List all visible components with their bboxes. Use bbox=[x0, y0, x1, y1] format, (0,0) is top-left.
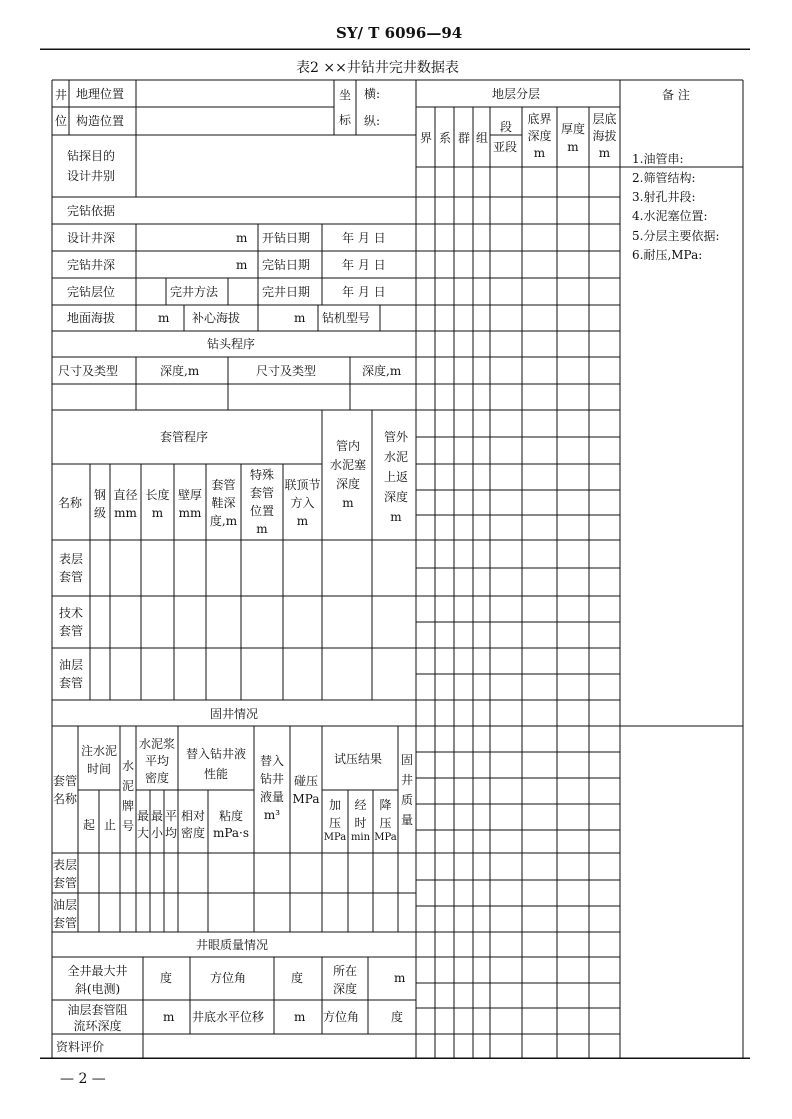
diameter-header: 直径 mm bbox=[113, 488, 138, 520]
strata-col-subsection: 亚段 bbox=[493, 140, 518, 154]
inner-cement-header: 管内 水泥塞 深度 m bbox=[329, 439, 366, 510]
oil-block-unit: m bbox=[163, 1010, 175, 1024]
remark-item-5: 5.分层主要依据: bbox=[632, 229, 720, 243]
slurry-density-header: 水泥浆 平均 密度 bbox=[138, 737, 175, 785]
strata-col-jie: 界 bbox=[420, 131, 433, 145]
table-title: 表2 ××井钻井完井数据表 bbox=[296, 60, 459, 76]
ground-elev-label: 地面海拔 bbox=[67, 311, 116, 325]
complete-depth-unit: m bbox=[236, 258, 248, 272]
strata-col-zu: 组 bbox=[476, 131, 489, 145]
purpose-label-2: 设计井别 bbox=[67, 169, 116, 183]
horiz-label: 横: bbox=[364, 87, 381, 101]
azimuth-label-2: 方位角 bbox=[323, 1010, 360, 1024]
complete-date-label: 完井日期 bbox=[262, 285, 311, 299]
pressure-test-header: 试压结果 bbox=[334, 752, 383, 766]
cem-row-surface: 表层 套管 bbox=[52, 858, 77, 890]
azimuth-label-1: 方位角 bbox=[210, 971, 247, 985]
remark-item-1: 1.油管串: bbox=[632, 152, 684, 166]
bump-pressure-header: 碰压 MPa bbox=[292, 774, 320, 806]
remark-item-6: 6.耐压,MPa: bbox=[632, 248, 703, 262]
bit-program-heading: 钻头程序 bbox=[207, 337, 256, 351]
coord-label-1: 坐 bbox=[339, 88, 352, 102]
duration-header: 经 时 min bbox=[350, 798, 371, 843]
struct-pos-label: 构造位置 bbox=[76, 114, 125, 128]
casing-row-tech: 技术 套管 bbox=[58, 606, 83, 638]
azimuth-unit-2: 度 bbox=[391, 1010, 404, 1024]
special-header: 特殊 套管 位置 m bbox=[249, 468, 274, 536]
end-drill-date-ymd: 年 月 日 bbox=[342, 258, 386, 272]
start-date-ymd: 年 月 日 bbox=[342, 231, 386, 245]
strata-col-qun: 群 bbox=[458, 131, 471, 145]
bit-size-type-1: 尺寸及类型 bbox=[58, 364, 119, 378]
bushing-elev-label: 补心海拔 bbox=[192, 311, 241, 325]
replace-fluid-header: 替入钻井液 性能 bbox=[185, 747, 246, 781]
bottom-disp-label: 井底水平位移 bbox=[192, 1010, 265, 1024]
strata-col-bottom-elev: 层底 海拔 m bbox=[592, 112, 617, 160]
max-dev-label: 全井最大井 斜(电测) bbox=[67, 964, 128, 996]
replace-volume-header: 替入 钻井 液量 m³ bbox=[259, 754, 284, 822]
drop-pressure-header: 降 压 MPa bbox=[374, 798, 397, 843]
strata-col-thickness: 厚度 m bbox=[560, 122, 585, 154]
casing-row-surface: 表层 套管 bbox=[58, 552, 83, 584]
bit-depth-1: 深度,m bbox=[160, 364, 200, 378]
bushing-elev-unit: m bbox=[294, 311, 306, 325]
length-header: 长度 m bbox=[145, 488, 170, 520]
complete-layer-label: 完钻层位 bbox=[67, 285, 116, 299]
inject-time-header: 注水泥 时间 bbox=[80, 744, 117, 776]
complete-date-ymd: 年 月 日 bbox=[342, 285, 386, 299]
shoe-header: 套管 鞋深 度,m bbox=[209, 478, 238, 528]
design-depth-label: 设计井深 bbox=[67, 231, 116, 245]
min-header: 最 小 bbox=[150, 809, 163, 840]
vert-label: 纵: bbox=[364, 114, 381, 128]
standard-code: SY/ T 6096—94 bbox=[336, 24, 463, 42]
add-pressure-header: 加 压 MPa bbox=[323, 798, 347, 843]
rel-density-header: 相对 密度 bbox=[180, 809, 205, 840]
complete-depth-label: 完钻井深 bbox=[67, 258, 116, 272]
at-depth-unit: m bbox=[394, 971, 406, 985]
bit-size-type-2: 尺寸及类型 bbox=[256, 364, 317, 378]
well-pos-label-2: 位 bbox=[55, 114, 68, 128]
bit-depth-2: 深度,m bbox=[362, 364, 402, 378]
strata-col-section: 段 bbox=[500, 120, 513, 134]
ground-elev-unit: m bbox=[158, 311, 170, 325]
coord-label-2: 标 bbox=[339, 113, 352, 127]
at-depth-label: 所在 深度 bbox=[332, 964, 357, 996]
grade-header: 钢 级 bbox=[93, 488, 106, 520]
avg-header: 平 均 bbox=[164, 809, 177, 840]
azimuth-unit-1: 度 bbox=[291, 971, 304, 985]
remarks-title: 备 注 bbox=[662, 88, 690, 102]
cement-brand-header: 水 泥 牌 号 bbox=[121, 759, 134, 833]
remark-item-3: 3.射孔井段: bbox=[632, 190, 696, 204]
quality-header: 固 井 质 量 bbox=[400, 753, 413, 827]
well-pos-label-1: 井 bbox=[55, 88, 68, 102]
page-number: — 2 — bbox=[60, 1071, 106, 1087]
start-date-label: 开钻日期 bbox=[262, 231, 311, 245]
max-header: 最 大 bbox=[136, 809, 149, 840]
max-dev-unit: 度 bbox=[160, 971, 173, 985]
coupling-header: 联顶节 方入 m bbox=[284, 478, 321, 528]
cem-row-oil: 油层 套管 bbox=[52, 898, 77, 930]
cementing-heading: 固井情况 bbox=[210, 707, 259, 721]
complete-basis-label: 完钻依据 bbox=[67, 204, 116, 218]
viscosity-header: 粘度 mPa·s bbox=[212, 809, 250, 840]
stop-header: 止 bbox=[104, 818, 117, 832]
data-eval-label: 资料评价 bbox=[56, 1040, 105, 1054]
purpose-label-1: 钻探目的 bbox=[67, 149, 116, 163]
design-depth-unit: m bbox=[236, 231, 248, 245]
start-header: 起 bbox=[83, 818, 96, 832]
hole-quality-heading: 井眼质量情况 bbox=[196, 938, 269, 952]
strata-title: 地层分层 bbox=[492, 87, 541, 101]
casing-row-oil: 油层 套管 bbox=[58, 658, 83, 690]
remark-item-2: 2.筛管结构: bbox=[632, 171, 696, 185]
outer-cement-header: 管外 水泥 上返 深度 m bbox=[383, 430, 408, 524]
bottom-disp-unit: m bbox=[294, 1010, 306, 1024]
strata-col-bottom-depth: 底界 深度 m bbox=[527, 112, 552, 160]
oil-block-label: 油层套管阻 流环深度 bbox=[67, 1003, 128, 1033]
strata-col-xi: 系 bbox=[439, 131, 452, 145]
end-drill-date-label: 完钻日期 bbox=[262, 258, 311, 272]
wall-header: 壁厚 mm bbox=[177, 488, 202, 520]
complete-method-label: 完井方法 bbox=[170, 285, 219, 299]
casing-program-heading: 套管程序 bbox=[160, 430, 209, 444]
remark-item-4: 4.水泥塞位置: bbox=[632, 209, 708, 223]
casing-name-header: 名称 bbox=[58, 496, 83, 510]
geo-pos-label: 地理位置 bbox=[76, 87, 125, 101]
rig-model-label: 钻机型号 bbox=[322, 311, 371, 325]
cem-casing-name-header: 套管 名称 bbox=[52, 774, 77, 806]
